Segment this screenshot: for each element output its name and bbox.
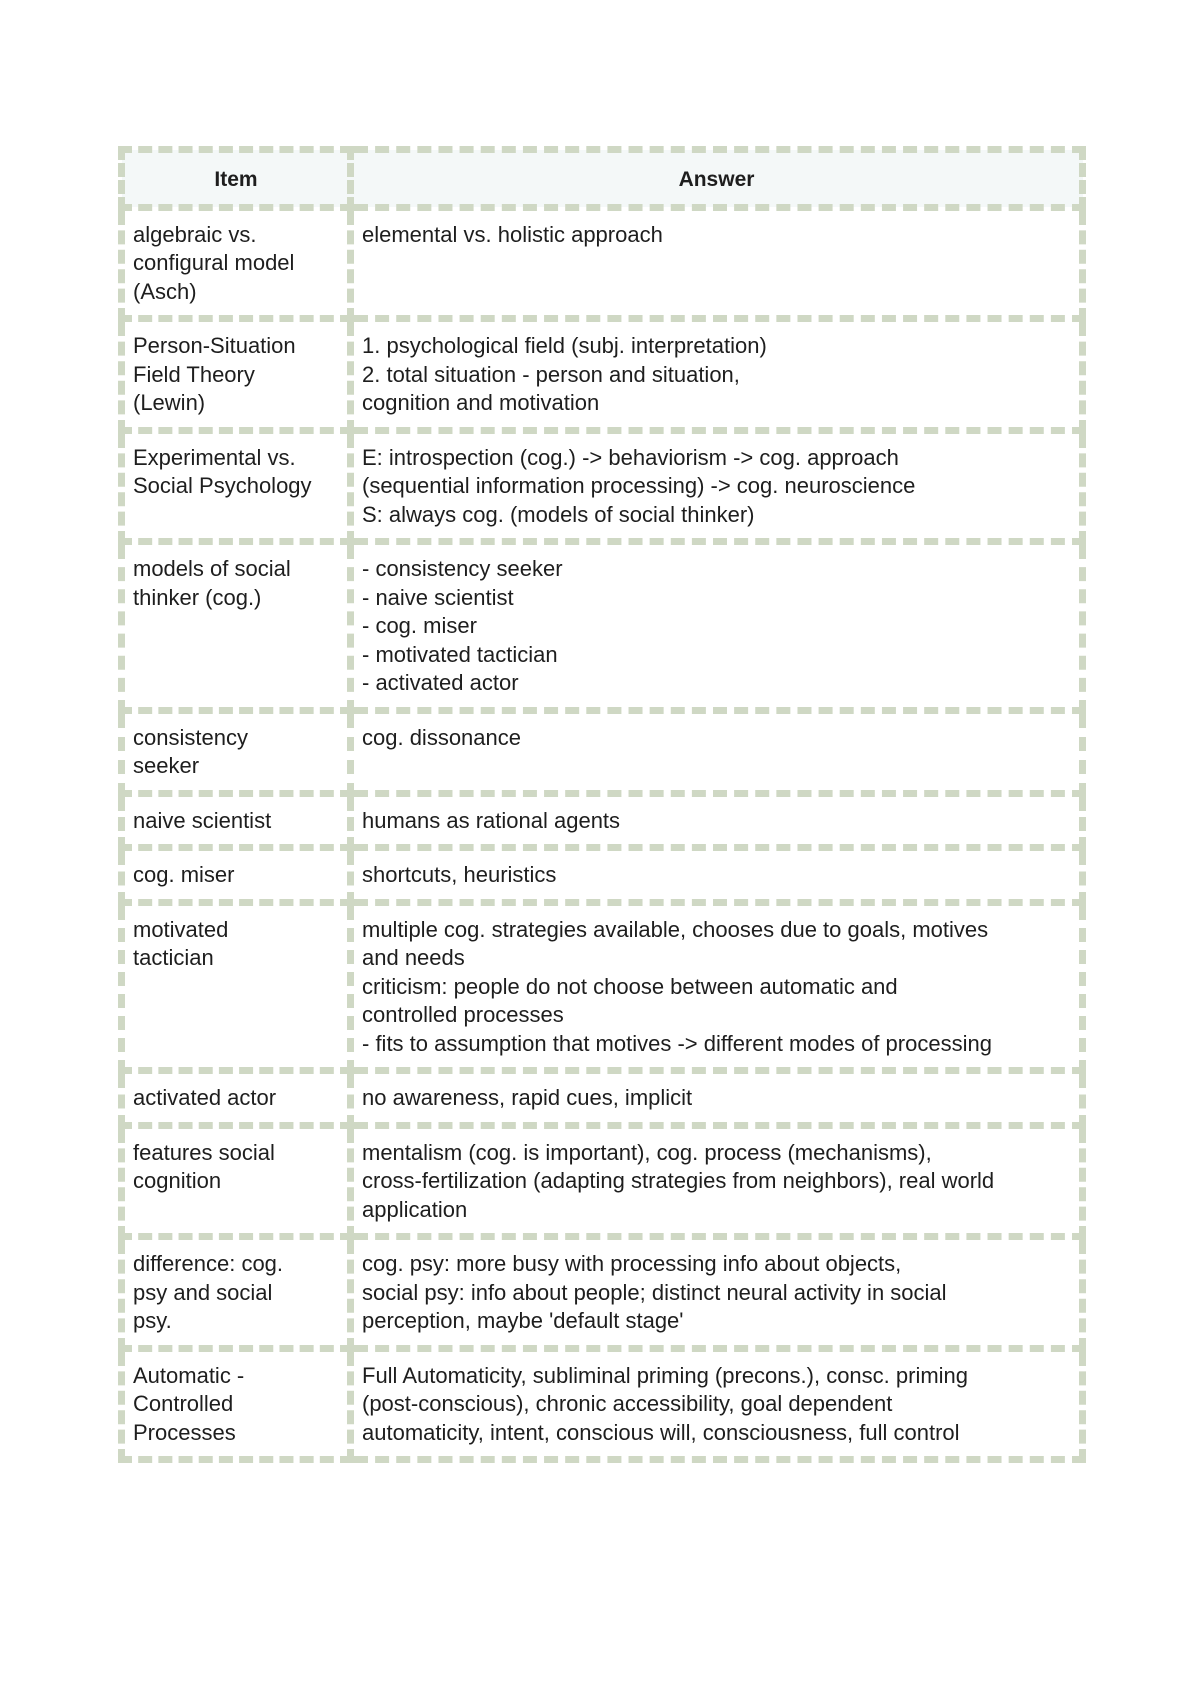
item-cell: models of social thinker (cog.) xyxy=(122,542,351,711)
answer-cell: 1. psychological field (subj. interpretation) 2. total situation - person and situation, cognition and motivation xyxy=(351,319,1083,431)
item-cell: cog. miser xyxy=(122,848,351,903)
table-row xyxy=(122,1237,1083,1349)
table-row xyxy=(122,902,1083,1071)
table-row xyxy=(122,1071,1083,1126)
answer-cell: cog. dissonance xyxy=(351,710,1083,793)
answer-cell: shortcuts, heuristics xyxy=(351,848,1083,903)
answer-cell: - consistency seeker - naive scientist - cog. miser - motivated tactician - activated actor xyxy=(351,542,1083,711)
table-row xyxy=(122,848,1083,903)
item-cell: Automatic - Controlled Processes xyxy=(122,1348,351,1460)
answer-cell: Full Automaticity, subliminal priming (precons.), consc. priming (post-conscious), chronic accessibility, goal dependent automaticity, intent, conscious will, consciousness, full control xyxy=(351,1348,1083,1460)
table-row xyxy=(122,319,1083,431)
table-row xyxy=(122,430,1083,542)
qa-table xyxy=(118,146,1086,1463)
item-cell: features social cognition xyxy=(122,1125,351,1237)
table-row xyxy=(122,542,1083,711)
item-cell: consistency seeker xyxy=(122,710,351,793)
table-row xyxy=(122,710,1083,793)
table-row xyxy=(122,1348,1083,1460)
answer-cell: cog. psy: more busy with processing info about objects, social psy: info about people; distinct neural activity in social perception, maybe 'default stage' xyxy=(351,1237,1083,1349)
item-cell: naive scientist xyxy=(122,793,351,848)
answer-cell: E: introspection (cog.) -> behaviorism -> cog. approach (sequential information processing) -> cog. neuroscience S: always cog. (models of social thinker) xyxy=(351,430,1083,542)
item-cell: Person-Situation Field Theory (Lewin) xyxy=(122,319,351,431)
item-cell: activated actor xyxy=(122,1071,351,1126)
answer-cell: humans as rational agents xyxy=(351,793,1083,848)
answer-cell: elemental vs. holistic approach xyxy=(351,207,1083,319)
column-header-answer: Answer xyxy=(351,150,1083,208)
answer-cell: multiple cog. strategies available, chooses due to goals, motives and needs criticism: people do not choose between automatic and controlled processes - fits to assumption that motives -> different modes of processing xyxy=(351,902,1083,1071)
item-cell: algebraic vs. configural model (Asch) xyxy=(122,207,351,319)
table-row xyxy=(122,1125,1083,1237)
table-row xyxy=(122,793,1083,848)
item-cell: difference: cog. psy and social psy. xyxy=(122,1237,351,1349)
column-header-item: Item xyxy=(122,150,351,208)
answer-cell: no awareness, rapid cues, implicit xyxy=(351,1071,1083,1126)
answer-cell: mentalism (cog. is important), cog. process (mechanisms), cross-fertilization (adapting strategies from neighbors), real world application xyxy=(351,1125,1083,1237)
table-header-row xyxy=(122,150,1083,208)
item-cell: motivated tactician xyxy=(122,902,351,1071)
table-row xyxy=(122,207,1083,319)
item-cell: Experimental vs. Social Psychology xyxy=(122,430,351,542)
